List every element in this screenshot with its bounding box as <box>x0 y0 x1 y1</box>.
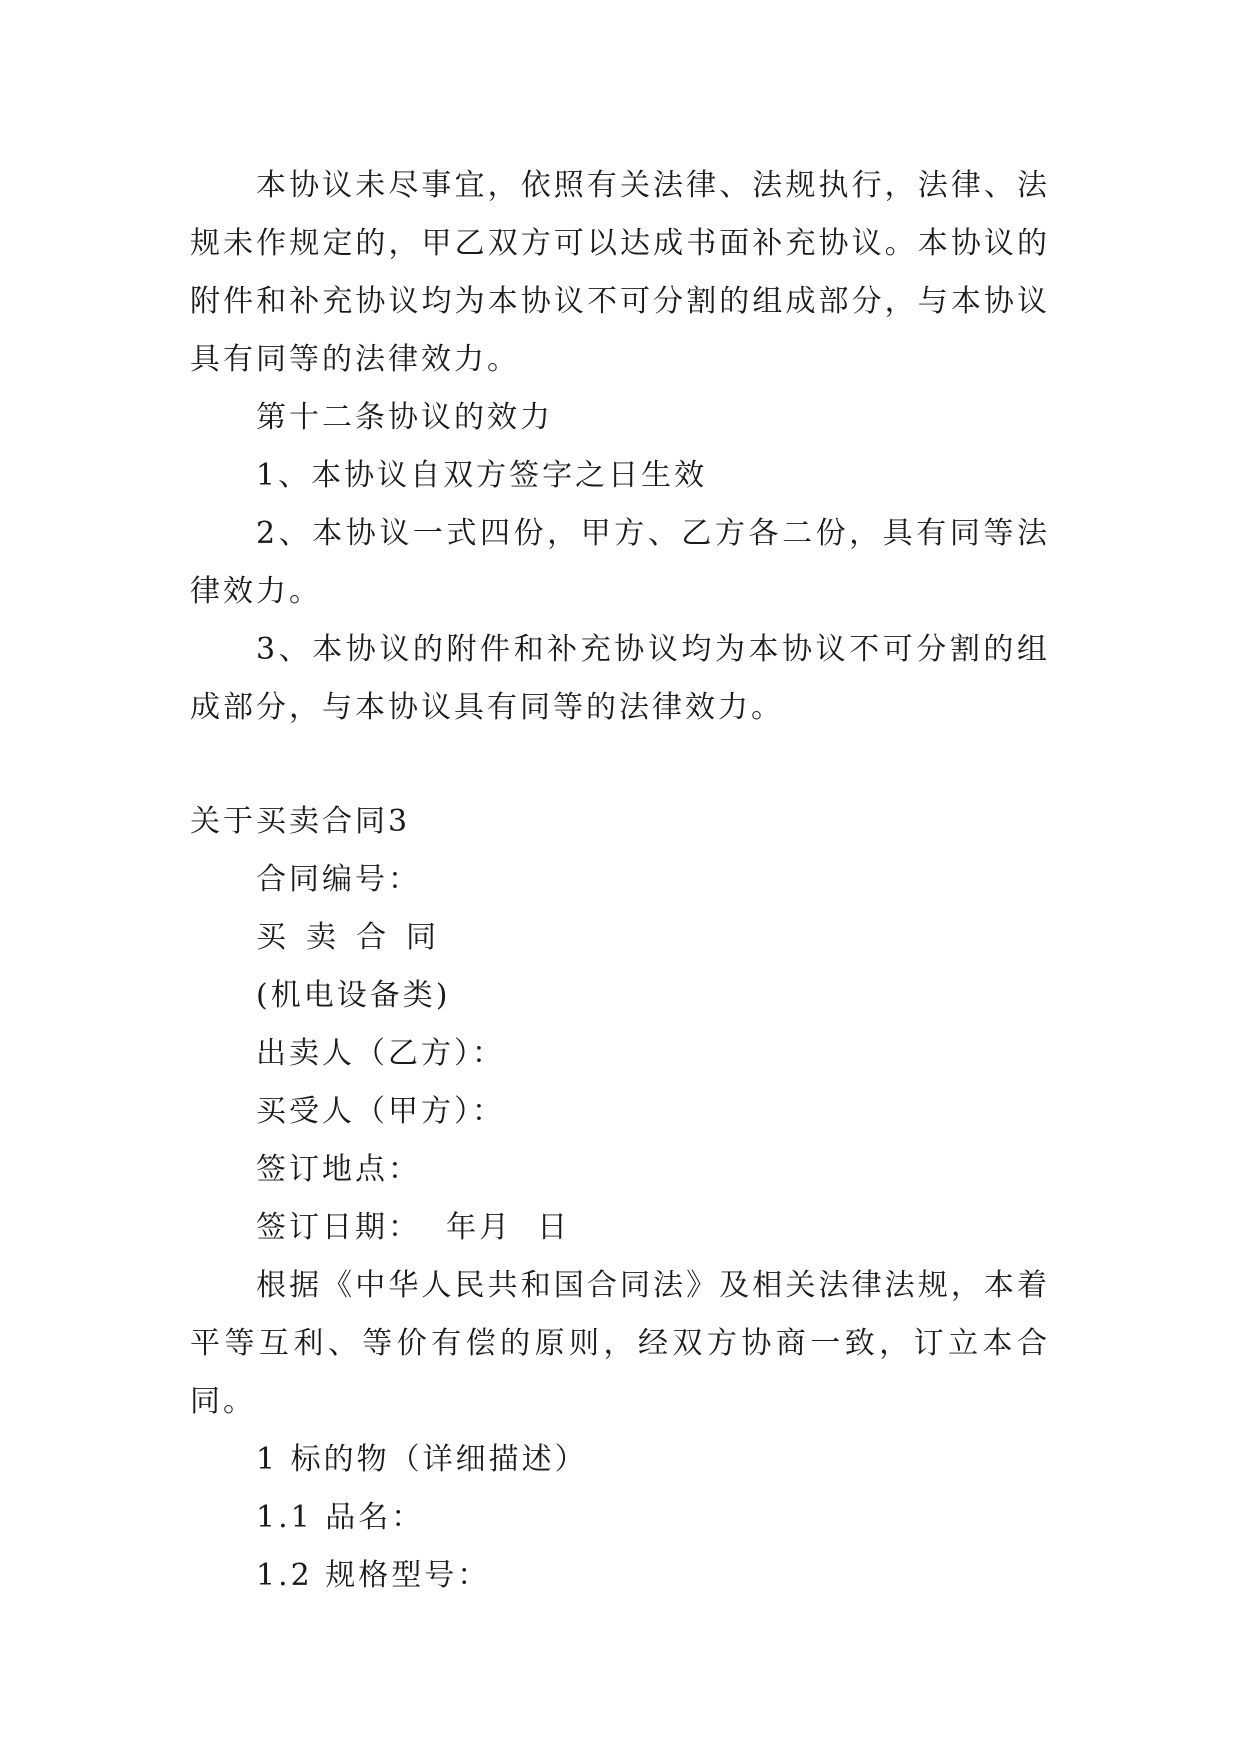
clause-attachments: 3、本协议的附件和补充协议均为本协议不可分割的组成部分，与本协议具有同等的法律效力。 <box>190 632 1050 725</box>
item-heading: 1 标的物（详细描述） <box>256 1442 588 1477</box>
preamble-paragraph: 根据《中华人民共和国合同法》及相关法律法规，本着平等互利、等价有偿的原则，经双方协商一致，订立本合同。 <box>190 1268 1050 1419</box>
sign-place-label: 签订地点： <box>256 1152 421 1187</box>
contract-number-label: 合同编号： <box>256 862 421 897</box>
clause-effective-date: 1、本协议自双方签字之日生效 <box>256 458 708 493</box>
section-spacer <box>190 737 1050 793</box>
item-product-name: 1.1 品名： <box>256 1500 425 1535</box>
article-12-heading: 第十二条协议的效力 <box>256 400 553 435</box>
seller-label: 出卖人（乙方）： <box>256 1036 505 1071</box>
paragraph-supplementary-matters: 本协议未尽事宜，依照有关法律、法规执行，法律、法规未作规定的，甲乙双方可以达成书面补充协议。本协议的附件和补充协议均为本协议不可分割的组成部分，与本协议具有同等的法律效力。 <box>190 168 1050 377</box>
buyer-label: 买受人（甲方）： <box>256 1094 505 1129</box>
sign-date-label: 签订日期： 年月 日 <box>256 1210 571 1245</box>
clause-copies: 2、本协议一式四份，甲方、乙方各二份，具有同等法律效力。 <box>190 516 1050 609</box>
contract-subheading: (机电设备类) <box>256 978 451 1013</box>
document-page <box>190 157 1050 1605</box>
contract-heading: 买卖合同 <box>256 920 456 955</box>
section-title: 关于买卖合同3 <box>190 804 411 839</box>
item-spec-model: 1.2 规格型号： <box>256 1558 491 1593</box>
